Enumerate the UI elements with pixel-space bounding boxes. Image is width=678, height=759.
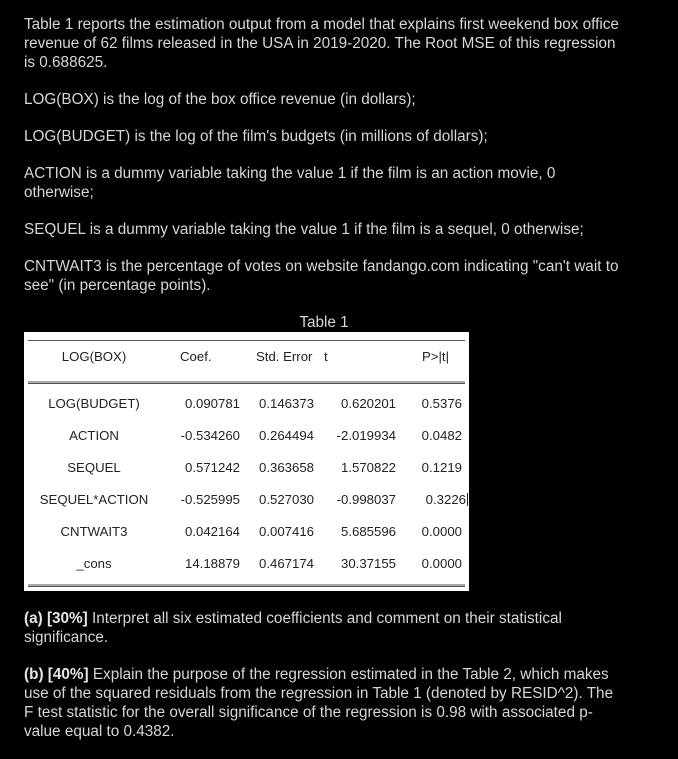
row-variable: SEQUEL (67, 460, 121, 475)
row-p-value: 0.1219 (421, 460, 462, 475)
table-header-row (24, 347, 469, 367)
row-variable: ACTION (69, 428, 119, 443)
row-coef: 0.042164 (184, 524, 240, 539)
table-title: Table 1 (299, 314, 349, 331)
row-variable: SEQUEL*ACTION (39, 492, 149, 507)
row-std-error: 0.146373 (258, 396, 314, 411)
row-std-error: 0.007416 (258, 524, 314, 539)
question-text (24, 15, 624, 332)
text-cursor (467, 493, 468, 506)
intro-paragraph: Table 1 reports the estimation output from a model that explains first weekend box office revenue of 62 films released in the USA in 2019-2020. The Root MSE of this regression is 0.688625. (24, 16, 619, 71)
row-t: 0.620201 (340, 396, 396, 411)
row-t: 1.570822 (340, 460, 396, 475)
table-top-rule (28, 340, 465, 341)
question-a-label: (a) [30%] (24, 610, 88, 627)
table-row (24, 458, 469, 478)
question-b (24, 665, 624, 741)
action-definition: ACTION is a dummy variable taking the value 1 if the film is an action movie, 0 otherwise; (24, 165, 556, 201)
sequel-definition: SEQUEL is a dummy variable taking the value 1 if the film is a sequel, 0 otherwise; (24, 221, 584, 238)
question-b-label: (b) [40%] (24, 666, 89, 683)
row-coef: -0.534260 (180, 428, 240, 443)
row-t: 5.685596 (340, 524, 396, 539)
question-b-text: Explain the purpose of the regression estimated in the Table 2, which makes use of the squared residuals from the regression in Table 1 (denoted by RESID^2). The F test statistic for the overall significance of the regression is 0.98 with associated p-value equal to 0.4382. (24, 666, 614, 740)
logbox-definition: LOG(BOX) is the log of the box office revenue (in dollars); (24, 91, 416, 108)
header-coef: Coef. (180, 349, 212, 364)
row-t: -0.998037 (336, 492, 396, 507)
question-a-text: Interpret all six estimated coefficients and comment on their statistical significance. (24, 610, 562, 646)
row-coef: 14.18879 (184, 556, 240, 571)
header-dependent: LOG(BOX) (61, 349, 127, 364)
question-parts (24, 609, 624, 759)
table-row (24, 426, 469, 446)
row-coef: -0.525995 (180, 492, 240, 507)
table-row (24, 490, 469, 510)
table-row (24, 394, 469, 414)
header-t: t (324, 349, 328, 364)
row-variable: LOG(BUDGET) (48, 396, 140, 411)
cntwait-definition: CNTWAIT3 is the percentage of votes on website fandango.com indicating "can't wait to see" (in percentage points). (24, 258, 619, 294)
row-coef: 0.571242 (184, 460, 240, 475)
row-std-error: 0.527030 (258, 492, 314, 507)
row-p-value: 0.3226 (425, 492, 466, 507)
logbudget-definition: LOG(BUDGET) is the log of the film's budgets (in millions of dollars); (24, 128, 488, 145)
row-p-value: 0.0000 (421, 556, 462, 571)
row-std-error: 0.467174 (258, 556, 314, 571)
row-variable: _cons (76, 556, 112, 571)
row-t: 30.37155 (340, 556, 396, 571)
regression-table (24, 332, 469, 591)
row-p-value: 0.5376 (421, 396, 462, 411)
row-p-value: 0.0482 (421, 428, 462, 443)
row-std-error: 0.264494 (258, 428, 314, 443)
row-variable: CNTWAIT3 (60, 524, 128, 539)
header-p-value: P>|t| (422, 349, 450, 364)
row-std-error: 0.363658 (258, 460, 314, 475)
row-p-value: 0.0000 (421, 524, 462, 539)
table-row (24, 554, 469, 574)
table-bottom-rule (28, 584, 465, 587)
question-a (24, 609, 624, 647)
header-std-error: Std. Error (256, 349, 313, 364)
table-header-rule (28, 381, 465, 384)
row-t: -2.019934 (336, 428, 396, 443)
table-row (24, 522, 469, 542)
row-coef: 0.090781 (184, 396, 240, 411)
